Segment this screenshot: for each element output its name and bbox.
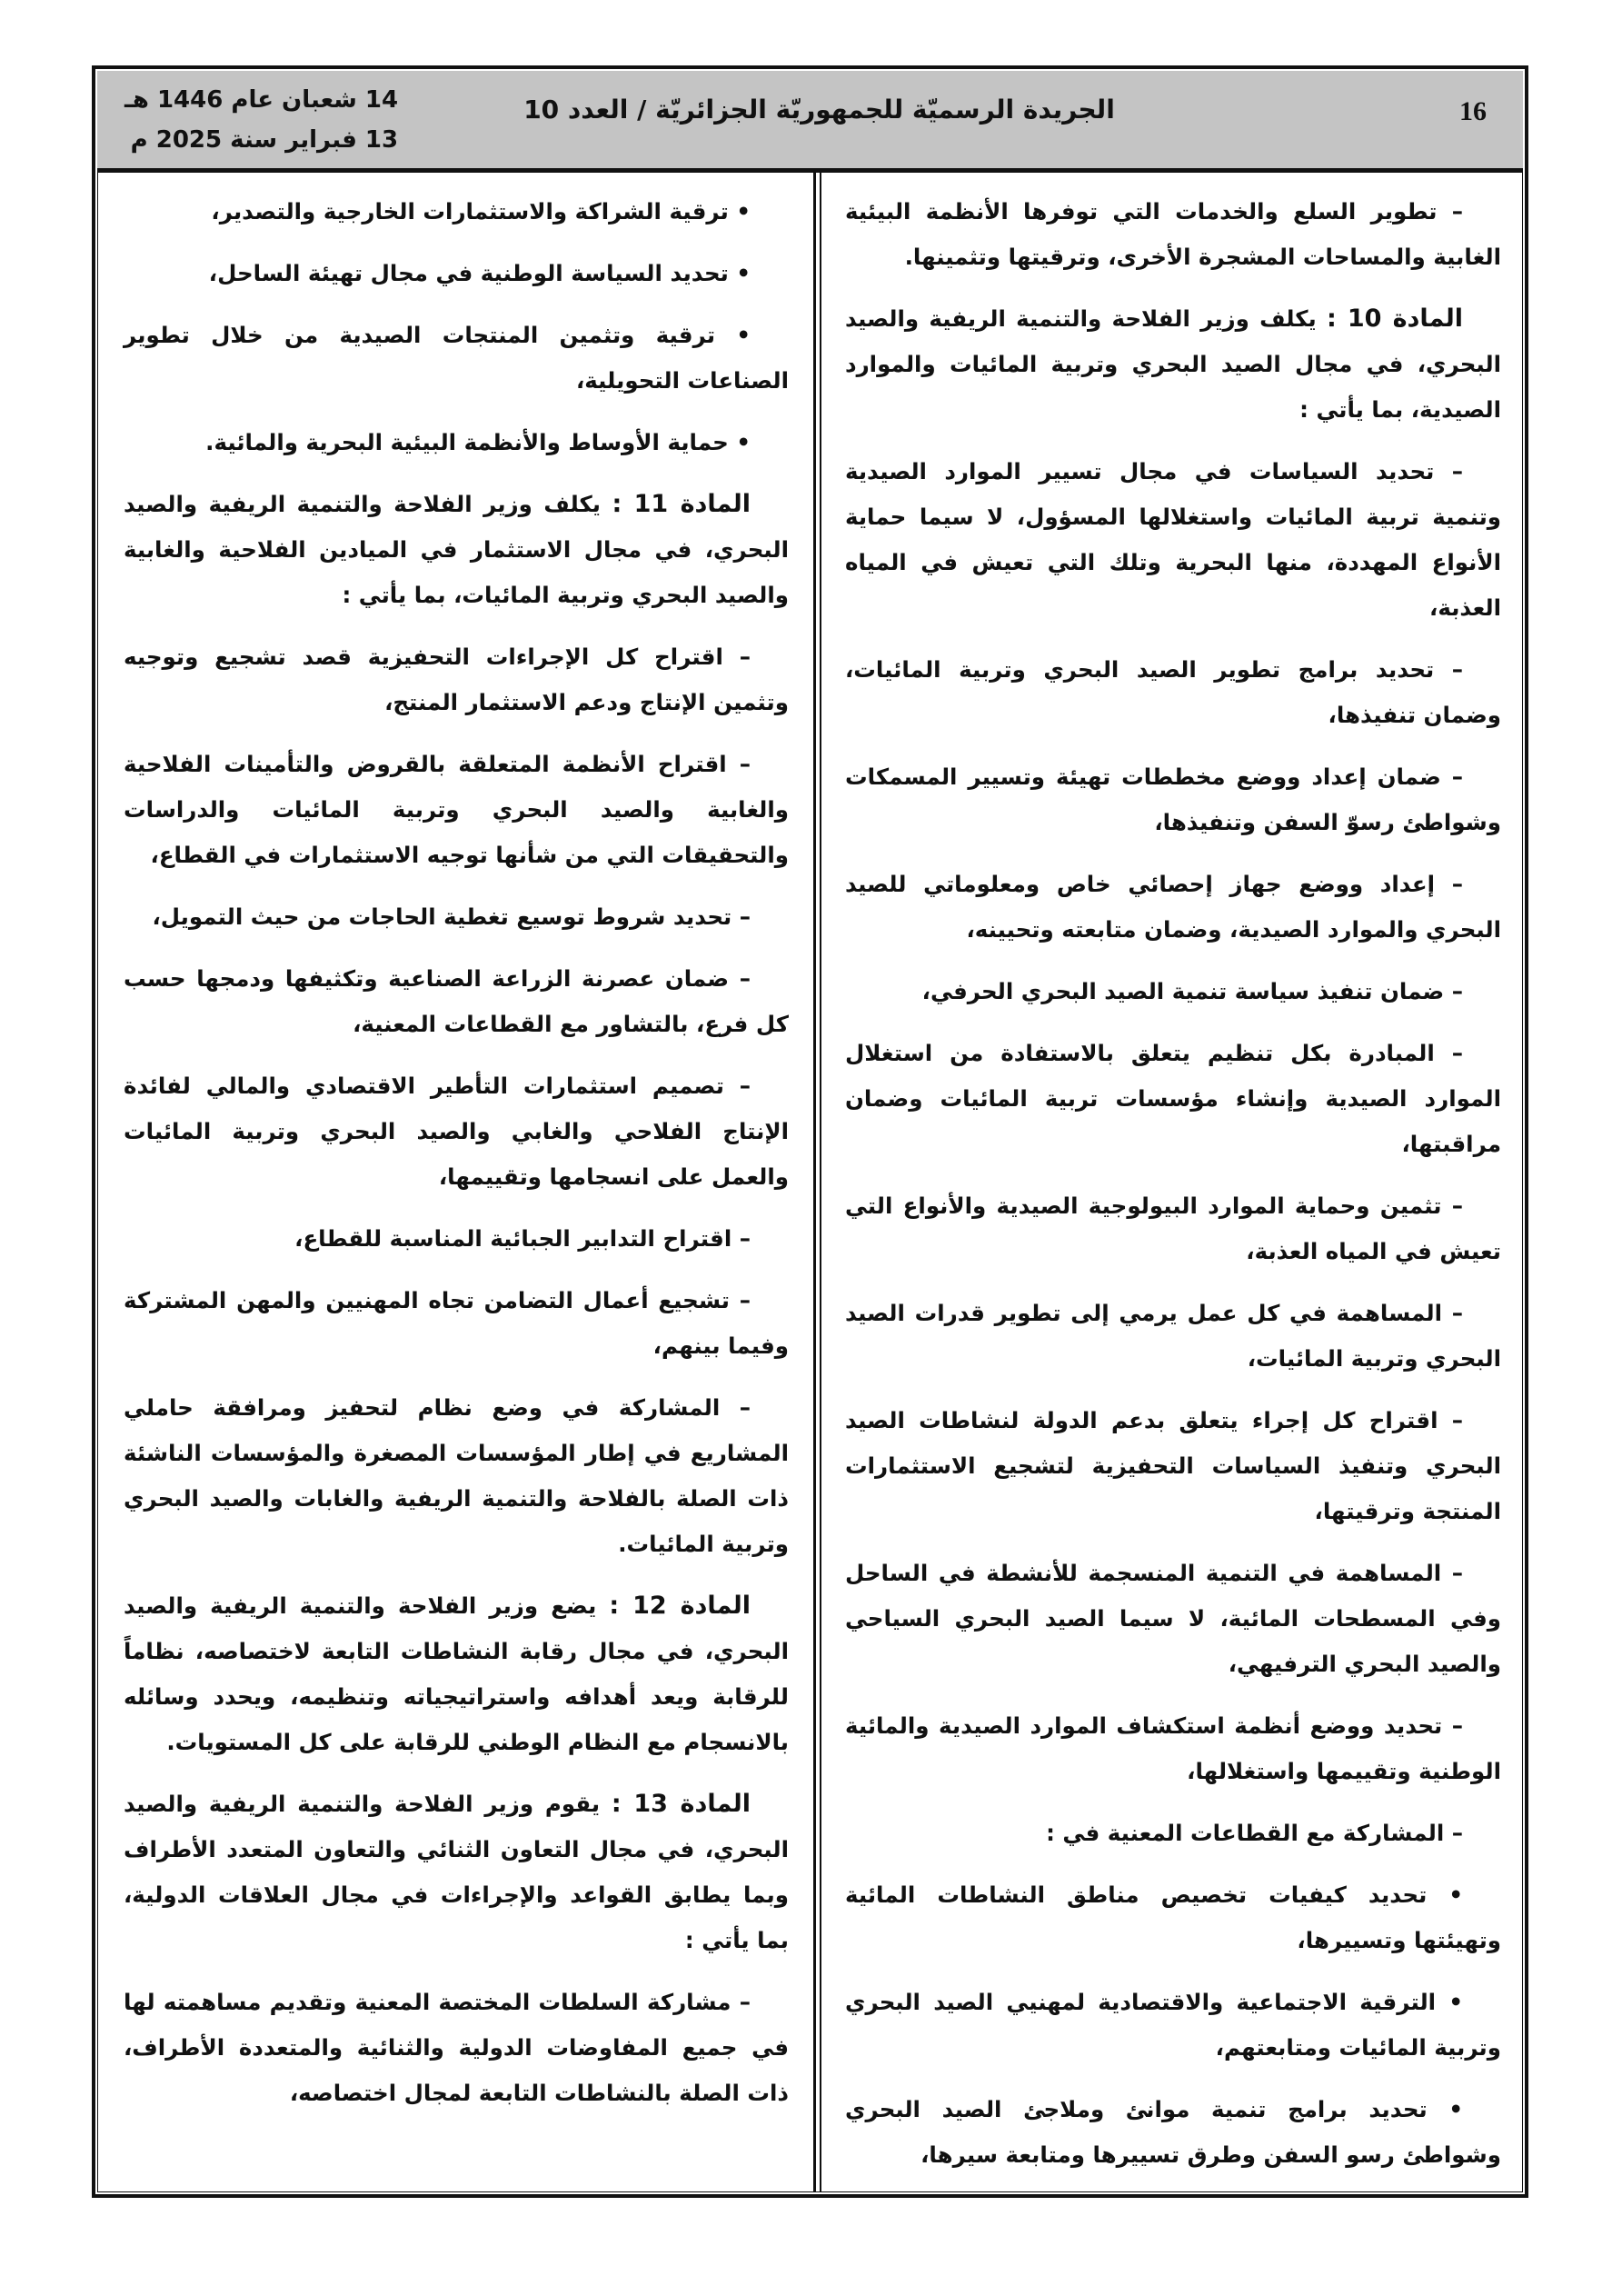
paragraph-text: – المساهمة في التنمية المنسجمة للأنشطة في الساحل وفي المسطحات المائية، لا سيما الصيد البحري السياحي والصيد البحري الترفيهي،: [845, 1560, 1501, 1677]
list-item: [845, 1398, 1501, 1534]
list-item: [124, 956, 789, 1047]
list-item: [845, 1811, 1501, 1856]
list-item: [845, 1872, 1501, 1963]
paragraph-text: يضع وزير الفلاحة والتنمية الريفية والصيد البحري، في مجال رقابة النشاطات التابعة لاختصاصه، نظاماً للرقابة ويعد أهدافه واستراتيجياته وتنظيمه، ويحدد وسائله بالانسجام مع النظام الوطني للرقابة على كل المستويات.: [124, 1592, 789, 1755]
paragraph-text: – تحديد شروط توسيع تغطية الحاجات من حيث التمويل،: [152, 903, 751, 930]
list-item: [124, 1385, 789, 1567]
paragraph-text: – إعداد ووضع جهاز إحصائي خاص ومعلوماتي للصيد البحري والموارد الصيدية، وضمان متابعته وتحيينه،: [845, 871, 1501, 943]
paragraph-text: • الترقية الاجتماعية والاقتصادية لمهنيي الصيد البحري وتربية المائيات ومتابعتهم،: [845, 1989, 1501, 2061]
list-item: [845, 1031, 1501, 1167]
list-item: [124, 1216, 789, 1262]
paragraph-text: – اقتراح الأنظمة المتعلقة بالقروض والتأمينات الفلاحية والغابية والصيد البحري وتربية المائيات والدراسات والتحقيقات التي من شأنها توجيه الاستثمارات في القطاع،: [124, 751, 789, 868]
gregorian-date: 13 فبراير سنة 2025 م: [130, 126, 399, 154]
column-divider-thin: [820, 173, 821, 2192]
list-item: [124, 189, 789, 235]
paragraph-text: – تحديد السياسات في مجال تسيير الموارد الصيدية وتنمية تربية المائيات واستغلالها المسؤول، لا سيما حماية الأنواع المهددة، منها البحرية وتلك التي تعيش في المياه العذبة،: [845, 458, 1501, 621]
paragraph-text: – المساهمة في كل عمل يرمي إلى تطوير قدرات الصيد البحري وتربية المائيات،: [845, 1300, 1501, 1372]
paragraph-text: • حماية الأوساط والأنظمة البيئية البحرية والمائية.: [205, 429, 751, 455]
list-item: [845, 1703, 1501, 1794]
paragraph-text: • ترقية وتثمين المنتجات الصيدية من خلال تطوير الصناعات التحويلية،: [124, 322, 789, 394]
list-item: [845, 449, 1501, 631]
left-column: [124, 189, 789, 2132]
article-number: المادة 12 :: [609, 1592, 751, 1620]
list-item: [845, 969, 1501, 1014]
paragraph-text: – تحديد برامج تطوير الصيد البحري وتربية المائيات، وضمان تنفيذها،: [845, 656, 1501, 728]
article-number: المادة 13 :: [611, 1790, 751, 1818]
list-item: [124, 1980, 789, 2116]
paragraph-text: – تثمين وحماية الموارد البيولوجية الصيدية والأنواع التي تعيش في المياه العذبة،: [845, 1193, 1501, 1264]
paragraph-text: • تحديد السياسة الوطنية في مجال تهيئة الساحل،: [208, 260, 751, 286]
hijri-date: 14 شعبان عام 1446 هـ: [124, 86, 399, 114]
paragraph-text: – المبادرة بكل تنظيم يتعلق بالاستفادة من استغلال الموارد الصيدية وإنشاء مؤسسات تربية المائيات وضمان مراقبتها،: [845, 1040, 1501, 1157]
list-item: [845, 189, 1501, 280]
paragraph-text: – اقتراح التدابير الجبائية المناسبة للقطاع،: [294, 1225, 751, 1252]
paragraph-text: يكلف وزير الفلاحة والتنمية الريفية والصيد البحري، في مجال الاستثمار في الميادين الفلاحية والغابية والصيد البحري وتربية المائيات، بما يأتي :: [124, 491, 789, 608]
paragraph-text: – اقتراح كل الإجراءات التحفيزية قصد تشجيع وتوجيه وتثمين الإنتاج ودعم الاستثمار المنتج،: [124, 644, 789, 715]
paragraph-text: • تحديد برامج تنمية موانئ وملاجئ الصيد البحري وشواطئ رسو السفن وطرق تسييرها ومتابعة سيرها،: [845, 2096, 1501, 2168]
paragraph-text: – المشاركة في وضع نظام لتحفيز ومرافقة حاملي المشاريع في إطار المؤسسات المصغرة والمؤسسات الناشئة ذات الصلة بالفلاحة والتنمية الريفية والغابات والصيد البحري وتربية المائيات.: [124, 1394, 789, 1557]
list-item: [124, 1063, 789, 1200]
column-divider: [813, 173, 816, 2192]
list-item: [845, 647, 1501, 738]
article-paragraph: [124, 1782, 789, 1963]
paragraph-text: – تطوير السلع والخدمات التي توفرها الأنظمة البيئية الغابية والمساحات المشجرة الأخرى، وترقيتها وتثمينها.: [845, 198, 1501, 270]
paragraph-text: – ضمان تنفيذ سياسة تنمية الصيد البحري الحرفي،: [921, 978, 1463, 1004]
paragraph-text: – تحديد ووضع أنظمة استكشاف الموارد الصيدية والمائية الوطنية وتقييمها واستغلالها،: [845, 1712, 1501, 1784]
paragraph-text: – تشجيع أعمال التضامن تجاه المهنيين والمهن المشتركة وفيما بينهم،: [124, 1287, 789, 1359]
list-item: [845, 2087, 1501, 2178]
article-number: المادة 10 :: [1326, 304, 1464, 333]
article-paragraph: [845, 296, 1501, 433]
list-item: [124, 1278, 789, 1369]
list-item: [845, 754, 1501, 845]
page-header: [97, 71, 1523, 173]
right-column: [845, 189, 1501, 2194]
paragraph-text: – ضمان عصرنة الزراعة الصناعية وتكثيفها ودمجها حسب كل فرع، بالتشاور مع القطاعات المعنية،: [124, 965, 789, 1037]
article-paragraph: [124, 482, 789, 618]
article-paragraph: [124, 1583, 789, 1765]
list-item: [845, 1980, 1501, 2071]
list-item: [124, 420, 789, 465]
article-number: المادة 11 :: [612, 490, 751, 518]
paragraph-text: • تحديد كيفيات تخصيص مناطق النشاطات المائية وتهيئتها وتسييرها،: [845, 1882, 1501, 1953]
list-item: [124, 894, 789, 940]
list-item: [124, 742, 789, 878]
paragraph-text: – مشاركة السلطات المختصة المعنية وتقديم مساهمته لها في جميع المفاوضات الدولية والثنائية والمتعددة الأطراف، ذات الصلة بالنشاطات التابعة لمجال اختصاصه،: [124, 1989, 789, 2106]
paragraph-text: – تصميم استثمارات التأطير الاقتصادي والمالي لفائدة الإنتاج الفلاحي والغابي والصيد البحري وتربية المائيات والعمل على انسجامها وتقييمها،: [124, 1073, 789, 1190]
list-item: [124, 634, 789, 725]
list-item: [845, 862, 1501, 953]
paragraph-text: يكلف وزير الفلاحة والتنمية الريفية والصيد البحري، في مجال الصيد البحري وتربية المائيات والموارد الصيدية، بما يأتي :: [845, 305, 1501, 423]
list-item: [845, 1551, 1501, 1687]
paragraph-text: – ضمان إعداد ووضع مخططات تهيئة وتسيير المسمكات وشواطئ رسوّ السفن وتنفيذها،: [845, 764, 1501, 835]
paragraph-text: – المشاركة مع القطاعات المعنية في :: [1046, 1820, 1463, 1846]
list-item: [845, 1291, 1501, 1382]
list-item: [124, 313, 789, 404]
page-number: 16: [1459, 96, 1487, 126]
paragraph-text: – اقتراح كل إجراء يتعلق بدعم الدولة لنشاطات الصيد البحري وتنفيذ السياسات التحفيزية لتشجيع الاستثمارات المنتجة وترقيتها،: [845, 1407, 1501, 1524]
issue-date: [124, 80, 398, 160]
paragraph-text: يقوم وزير الفلاحة والتنمية الريفية والصيد البحري، في مجال التعاون الثنائي والتعاون المتعدد الأطراف وبما يطابق القواعد والإجراءات في مجال العلاقات الدولية، بما يأتي :: [124, 1791, 789, 1953]
list-item: [124, 251, 789, 296]
paragraph-text: • ترقية الشراكة والاستثمارات الخارجية والتصدير،: [211, 198, 751, 225]
gazette-title: الجريدة الرسميّة للجمهوريّة الجزائريّة / العدد 10: [523, 95, 1115, 125]
list-item: [845, 1183, 1501, 1274]
